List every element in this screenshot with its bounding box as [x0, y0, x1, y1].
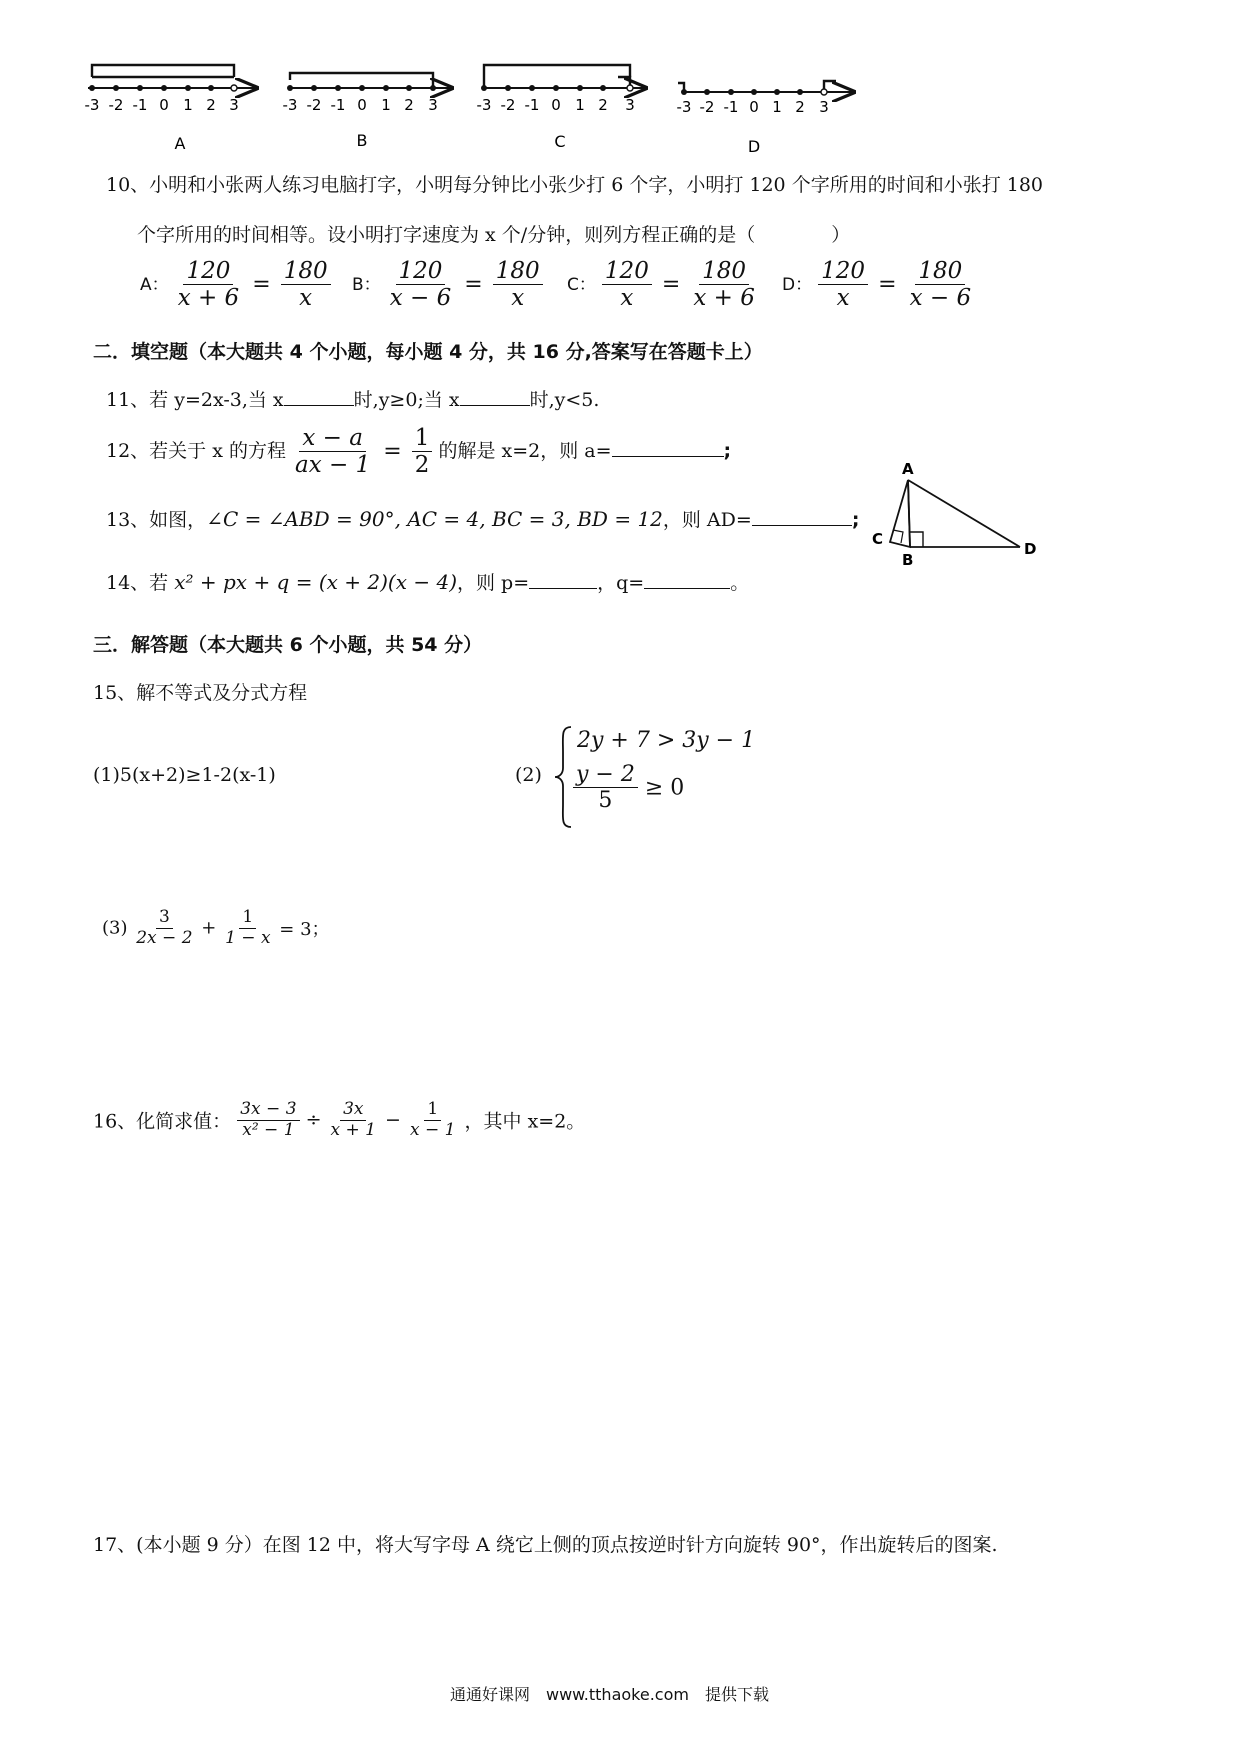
- tick-label: -1: [132, 96, 148, 114]
- frac-num: y − 2: [573, 762, 638, 788]
- q16: [93, 1100, 585, 1140]
- frac-den: x: [299, 285, 313, 312]
- section2-heading: 二．填空题（本大题共 4 个小题，每小题 4 分，共 16 分,答案写在答题卡上）: [93, 341, 763, 363]
- frac-num: 1: [424, 1100, 441, 1121]
- number-line-b: [283, 73, 450, 150]
- tick-label: 0: [357, 96, 367, 114]
- q14-text-c: ，q=: [597, 572, 645, 594]
- q13-text-b: ，则 AD=: [662, 509, 752, 531]
- frac-den: x + 6: [177, 285, 240, 312]
- option-label-a: A: [174, 134, 186, 153]
- tick-label: -3: [84, 96, 100, 114]
- frac-den: x² − 1: [242, 1119, 295, 1140]
- tick-label: 0: [749, 98, 759, 116]
- frac-den: x + 6: [693, 285, 755, 312]
- frac-num: 1: [239, 908, 256, 929]
- q10-option-d: D： $\frac{120}{x}$ = $\frac{180}{x - 6}$: [782, 258, 974, 312]
- tick-label: -3: [676, 98, 692, 116]
- q11: [106, 385, 599, 412]
- frac-num: 3x − 3: [237, 1100, 299, 1121]
- tick-label: 1: [772, 98, 782, 116]
- frac-den: 1 − x: [225, 927, 271, 948]
- page-footer: 通通好课网 www.tthaoke.com 提供下载: [450, 1685, 769, 1704]
- option-label-c: C: [554, 132, 566, 151]
- frac-den: x − 1: [410, 1119, 456, 1140]
- frac-den: x + 1: [330, 1119, 376, 1140]
- tick-label: 2: [404, 96, 414, 114]
- q15-part2-relation: ≥ 0: [644, 775, 685, 801]
- frac-den: x: [511, 285, 525, 312]
- number-line-d: [677, 81, 852, 155]
- system-brace: [553, 724, 575, 830]
- q11-text-c: 时,y<5.: [529, 389, 600, 411]
- tick-label: 2: [598, 96, 608, 114]
- tick-label: -2: [306, 96, 322, 114]
- tick-label: 3: [819, 98, 829, 116]
- tick-label: 1: [575, 96, 585, 114]
- q15-part1: (1)5(x+2)≥1-2(x-1): [93, 764, 276, 786]
- frac-num: 120: [602, 258, 652, 285]
- tick-label: 2: [206, 96, 216, 114]
- q14-end: 。: [730, 572, 750, 594]
- tick-label: 2: [795, 98, 805, 116]
- q15-part3: [102, 908, 330, 948]
- q14-text-b: ，则 p=: [457, 572, 530, 594]
- tick-label: 0: [159, 96, 169, 114]
- option-letter: C：: [567, 274, 596, 295]
- option-letter: B：: [352, 274, 381, 295]
- vertex-label-d: D: [1024, 540, 1037, 558]
- answer-blank: [612, 455, 724, 457]
- frac-num: 3x: [340, 1100, 366, 1121]
- q15-part3-rest: = 3；: [279, 919, 330, 941]
- answer-blank: [752, 524, 852, 526]
- frac-num: 120: [396, 258, 446, 285]
- tick-label: 0: [551, 96, 561, 114]
- q16-text-b: ，其中 x=2。: [464, 1110, 586, 1133]
- q12: 12、若关于 x 的方程 $\frac{x - a}{ax - 1}$ = $\frac{1}{2}$ 的解是 x=2，则 a= ;: [106, 425, 732, 479]
- tick-label: 3: [229, 96, 239, 114]
- frac-den: x: [620, 285, 634, 312]
- vertex-label-b: B: [902, 551, 914, 569]
- q13-end: ;: [851, 509, 860, 531]
- frac-num: 120: [183, 258, 233, 285]
- answer-blank: [460, 404, 530, 406]
- plus-sign: +: [201, 917, 217, 939]
- answer-blank: [284, 404, 354, 406]
- vertex-label-a: A: [902, 460, 914, 478]
- q16-text-a: 16、化简求值：: [93, 1110, 232, 1133]
- q10-option-b: B： $\frac{120}{x - 6}$ = $\frac{180}{x}$: [352, 258, 543, 312]
- option-letter: D：: [782, 274, 813, 295]
- q15-part2-line1: 2y + 7 > 3y − 1: [577, 728, 756, 753]
- q13-text-a: 13、如图，: [106, 509, 207, 531]
- q10-line2: 个字所用的时间相等。设小明打字速度为 x 个/分钟，则列方程正确的是（ ）: [137, 224, 851, 246]
- tick-label: -3: [476, 96, 492, 114]
- frac-num: 1: [412, 425, 433, 452]
- frac-den: 2x − 2: [136, 927, 193, 948]
- q12-text-b: 的解是 x=2，则 a=: [438, 439, 612, 462]
- frac-den: 2: [414, 452, 430, 479]
- frac-num: x − a: [299, 425, 366, 452]
- q12-text-a: 12、若关于 x 的方程: [106, 439, 286, 462]
- frac-num: 180: [699, 258, 749, 285]
- q14: [106, 568, 749, 595]
- frac-den: x − 6: [909, 285, 972, 312]
- option-label-b: B: [356, 131, 368, 150]
- q12-end: ;: [723, 439, 732, 462]
- frac-den: ax − 1: [295, 452, 371, 479]
- tick-label: -2: [699, 98, 715, 116]
- q14-text-a: 14、若: [106, 572, 169, 594]
- q10-line1: 10、小明和小张两人练习电脑打字，小明每分钟比小张少打 6 个字，小明打 120 个字所用的时间和小张打 180: [106, 174, 1043, 196]
- tick-label: -1: [524, 96, 540, 114]
- frac-num: 120: [818, 258, 868, 285]
- q10-option-a: A： $\frac{120}{x + 6}$ = $\frac{180}{x}$: [140, 258, 331, 312]
- option-letter: A：: [140, 274, 169, 295]
- frac-den: 5: [598, 788, 613, 814]
- frac-den: x: [836, 285, 850, 312]
- answer-blank: [644, 587, 730, 589]
- frac-num: 180: [493, 258, 543, 285]
- minus-sign: −: [385, 1109, 401, 1132]
- section3-heading: 三．解答题（本大题共 6 个小题，共 54 分）: [93, 634, 483, 656]
- q13: [106, 505, 859, 532]
- number-line-a: [85, 65, 255, 153]
- q15-part3-label: (3): [102, 917, 128, 939]
- q15-title: 15、解不等式及分式方程: [93, 682, 308, 704]
- tick-label: -1: [723, 98, 739, 116]
- q13-math: ∠C = ∠ABD = 90°, AC = 4, BC = 3, BD = 12: [206, 507, 663, 531]
- answer-blank: [529, 587, 597, 589]
- q17: 17、(本小题 9 分）在图 12 中，将大写字母 A 绕它上侧的顶点按逆时针方向旋转 90°，作出旋转后的图案.: [93, 1534, 998, 1556]
- tick-label: -2: [500, 96, 516, 114]
- divide-sign: ÷: [305, 1109, 322, 1132]
- tick-label: -3: [282, 96, 298, 114]
- tick-label: 1: [381, 96, 391, 114]
- number-line-c: [477, 65, 644, 151]
- q15-part2-label: (2): [515, 764, 542, 786]
- tick-label: 1: [183, 96, 193, 114]
- vertex-label-c: C: [872, 530, 884, 548]
- tick-label: 3: [428, 96, 438, 114]
- q15-part2-line2: [573, 762, 684, 814]
- triangle-figure: [860, 460, 1040, 570]
- tick-label: 3: [625, 96, 635, 114]
- tick-label: -2: [108, 96, 124, 114]
- option-label-d: D: [747, 137, 761, 155]
- frac-num: 180: [281, 258, 331, 285]
- frac-den: x − 6: [389, 285, 452, 312]
- q14-math: x² + px + q = (x + 2)(x − 4): [174, 570, 457, 594]
- q10-option-c: C： $\frac{120}{x}$ = $\frac{180}{x + 6}$: [567, 258, 758, 312]
- frac-num: 3: [156, 908, 173, 929]
- q11-text-b: 时,y≥0;当 x: [353, 389, 460, 411]
- tick-label: -1: [330, 96, 346, 114]
- number-line-options: [80, 55, 960, 155]
- q11-text-a: 11、若 y=2x-3,当 x: [106, 389, 284, 411]
- frac-num: 180: [915, 258, 965, 285]
